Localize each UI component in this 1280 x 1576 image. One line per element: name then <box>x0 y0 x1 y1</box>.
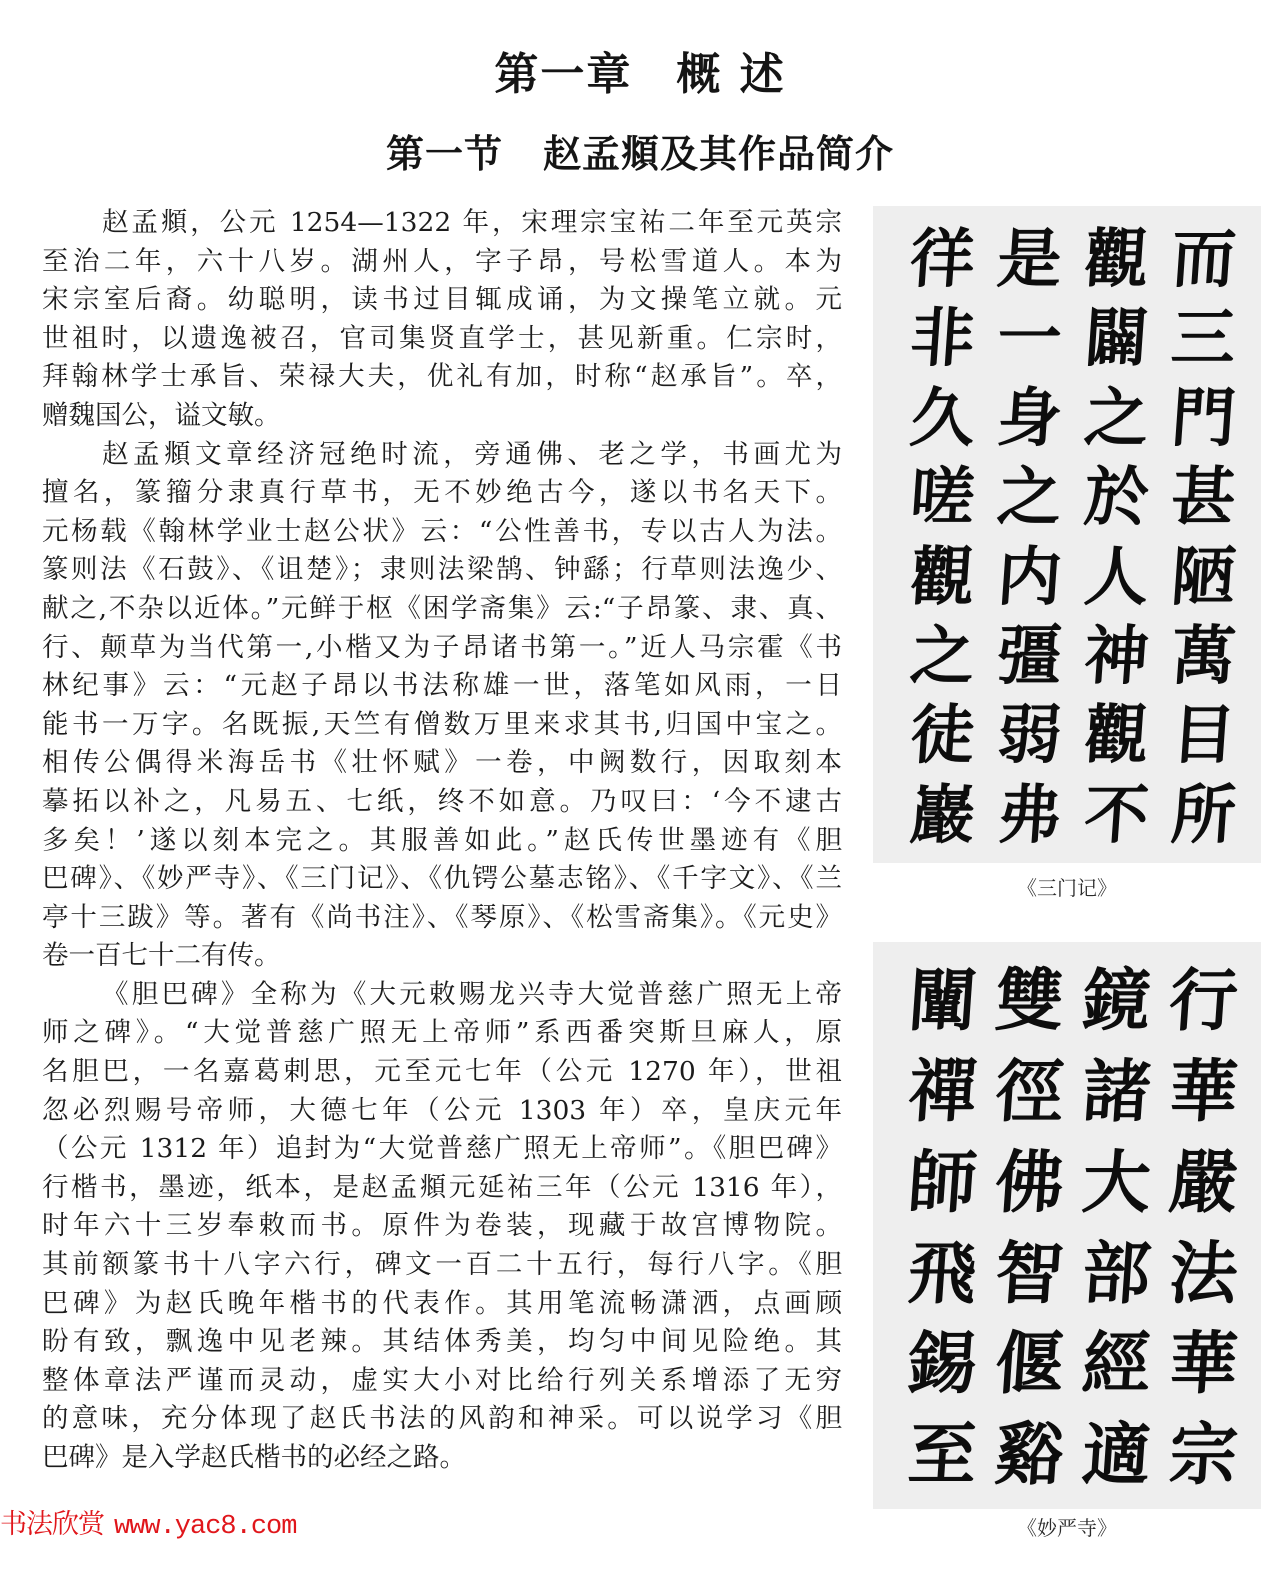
paragraph-2-line: 能书一万字。名既振,天竺有僧数万里来求其书,归国中宝之。 <box>42 708 842 740</box>
calligraphy-glyph: 久 <box>907 380 978 456</box>
calligraphy-plate-sanmenji <box>873 206 1261 863</box>
calligraphy-glyph: 闡 <box>905 961 980 1042</box>
site-watermark <box>0 1508 296 1544</box>
calligraphy-glyph: 神 <box>1081 618 1152 694</box>
section-number: 第一节 <box>385 131 503 176</box>
calligraphy-glyph: 於 <box>1081 459 1152 535</box>
calligraphy-glyph: 内 <box>994 539 1065 615</box>
calligraphy-glyph: 觀 <box>907 539 978 615</box>
section-title <box>0 128 1280 180</box>
calligraphy-glyph: 而 <box>1168 221 1239 297</box>
calligraphy-glyph: 是 <box>994 221 1065 297</box>
calligraphy-glyph: 宗 <box>1166 1415 1241 1496</box>
paragraph-3-line: 师之碑》。“大觉普慈广照无上帝师”系西番突斯旦麻人，原 <box>42 1017 842 1049</box>
paragraph-2-line: 篆则法《石鼓》、《诅楚》；隶则法梁鹄、钟繇；行草则法逸少、 <box>42 554 842 586</box>
calligraphy-glyph: 闢 <box>1081 301 1152 377</box>
calligraphy-grid <box>873 942 1261 1509</box>
paragraph-2-line: 擅名，篆籀分隶真行草书，无不妙绝古今，遂以书名天下。 <box>42 477 842 509</box>
paragraph-2-line: 林纪事》云：“元赵子昂以书法称雄一世，落笔如风雨，一日 <box>42 670 842 702</box>
calligraphy-glyph: 華 <box>1166 1052 1241 1133</box>
paragraph-3-line: 《胆巴碑》全称为《大元敕赐龙兴寺大觉普慈广照无上帝 <box>102 978 842 1010</box>
paragraph-2-line: 元杨载《翰林学业士赵公状》云：“公性善书，专以古人为法。 <box>42 515 842 547</box>
calligraphy-plate-miaoyansi <box>873 942 1261 1509</box>
calligraphy-glyph: 所 <box>1168 777 1239 853</box>
calligraphy-glyph: 法 <box>1166 1233 1241 1314</box>
calligraphy-glyph: 弗 <box>994 777 1065 853</box>
paragraph-3-line: 忽必烈赐号帝师，大德七年（公元 1303 年）卒，皇庆元年 <box>42 1094 842 1126</box>
calligraphy-glyph: 經 <box>1079 1324 1154 1405</box>
paragraph-2-line: 行、颠草为当代第一,小楷又为子昂诸书第一。”近人马宗霍《书 <box>42 631 842 663</box>
calligraphy-glyph: 華 <box>1166 1324 1241 1405</box>
paragraph-2-line: 相传公偶得米海岳书《壮怀赋》一卷，中阙数行，因取刻本 <box>42 747 842 779</box>
watermark-label: 书法欣赏 <box>0 1509 104 1540</box>
calligraphy-glyph: 大 <box>1079 1143 1154 1224</box>
calligraphy-glyph: 之 <box>907 618 978 694</box>
paragraph-2-line: 多矣！’遂以刻本完之。其服善如此。”赵氏传世墨迹有《胆 <box>42 824 842 856</box>
calligraphy-glyph: 部 <box>1079 1233 1154 1314</box>
chapter-name: 概 述 <box>676 49 786 100</box>
calligraphy-glyph: 人 <box>1081 539 1152 615</box>
paragraph-2-line: 卷一百七十二有传。 <box>42 940 281 972</box>
paragraph-2-line: 献之,不杂以近体。”元鲜于枢《困学斋集》云:“子昂篆、隶、真、 <box>42 592 842 624</box>
calligraphy-glyph: 之 <box>1081 380 1152 456</box>
calligraphy-glyph: 佛 <box>992 1143 1067 1224</box>
paragraph-3-line: 时年六十三岁奉敕而书。原件为卷装，现藏于故宫博物院。 <box>42 1210 842 1242</box>
body-text <box>42 204 842 1478</box>
paragraph-3-line: 的意味，充分体现了赵氏书法的风韵和神采。可以说学习《胆 <box>42 1403 842 1435</box>
paragraph-1-line: 宋宗室后裔。幼聪明，读书过目辄成诵，为文操笔立就。元 <box>42 284 842 316</box>
calligraphy-glyph: 谿 <box>992 1415 1067 1496</box>
watermark-url: www.yac8.com <box>114 1512 297 1542</box>
plate-caption-miaoyansi: 《妙严寺》 <box>1017 1516 1117 1540</box>
paragraph-2-line: 亭十三跋》等。著有《尚书注》、《琴原》、《松雪斋集》。《元史》 <box>42 901 842 933</box>
calligraphy-glyph: 智 <box>992 1233 1067 1314</box>
calligraphy-glyph: 目 <box>1168 697 1239 773</box>
calligraphy-glyph: 之 <box>994 459 1065 535</box>
calligraphy-glyph: 雙 <box>992 961 1067 1042</box>
calligraphy-glyph: 觀 <box>1081 221 1152 297</box>
paragraph-2-line: 赵孟頫文章经济冠绝时流，旁通佛、老之学，书画尤为 <box>102 438 842 470</box>
paragraph-1-line: 赵孟頫，公元 1254—1322 年，宋理宗宝祐二年至元英宗 <box>102 207 842 238</box>
calligraphy-glyph: 一 <box>994 301 1065 377</box>
paragraph-3-line: 名胆巴，一名嘉葛剌思，元至元七年（公元 1270 年），世祖 <box>42 1056 842 1088</box>
calligraphy-glyph: 身 <box>994 380 1065 456</box>
paragraph-3-line: 其前额篆书十八字六行，碑文一百二十五行，每行八字。《胆 <box>42 1249 842 1281</box>
calligraphy-glyph: 嚴 <box>1166 1143 1241 1224</box>
chapter-title <box>0 48 1280 102</box>
calligraphy-glyph: 嗟 <box>907 459 978 535</box>
paragraph-2-line: 摹拓以补之，凡易五、七纸，终不如意。乃叹曰：‘今不逮古 <box>42 785 842 817</box>
plate-caption-sanmenji: 《三门记》 <box>1017 876 1117 900</box>
calligraphy-glyph: 觀 <box>1081 697 1152 773</box>
calligraphy-glyph: 陋 <box>1168 539 1239 615</box>
calligraphy-glyph: 萬 <box>1168 618 1239 694</box>
paragraph-1-line: 世祖时，以遗逸被召，官司集贤直学士，甚见新重。仁宗时， <box>42 322 842 354</box>
calligraphy-glyph: 巖 <box>907 777 978 853</box>
calligraphy-glyph: 不 <box>1081 777 1152 853</box>
calligraphy-glyph: 甚 <box>1168 459 1239 535</box>
calligraphy-grid <box>873 206 1261 863</box>
calligraphy-glyph: 徒 <box>907 697 978 773</box>
calligraphy-glyph: 至 <box>905 1415 980 1496</box>
paragraph-3-line: 行楷书，墨迹，纸本，是赵孟頫元延祐三年（公元 1316 年）， <box>42 1171 842 1203</box>
calligraphy-glyph: 錫 <box>905 1324 980 1405</box>
calligraphy-glyph: 諸 <box>1079 1052 1154 1133</box>
calligraphy-glyph: 徑 <box>992 1052 1067 1133</box>
chapter-number: 第一章 <box>494 49 633 100</box>
calligraphy-glyph: 偃 <box>992 1324 1067 1405</box>
paragraph-1-line: 赠魏国公，谥文敏。 <box>42 399 281 431</box>
calligraphy-glyph: 行 <box>1166 961 1241 1042</box>
calligraphy-glyph: 門 <box>1168 380 1239 456</box>
paragraph-1-line: 拜翰林学士承旨、荣禄大夫，优礼有加，时称“赵承旨”。卒， <box>42 361 842 393</box>
calligraphy-glyph: 師 <box>905 1143 980 1224</box>
calligraphy-glyph: 徉 <box>907 221 978 297</box>
calligraphy-glyph: 彊 <box>994 618 1065 694</box>
calligraphy-glyph: 弱 <box>994 697 1065 773</box>
calligraphy-glyph: 非 <box>907 301 978 377</box>
paragraph-3-line: 盼有致，飘逸中见老辣。其结体秀美，均匀中间见险绝。其 <box>42 1326 842 1358</box>
section-name: 赵孟頫及其作品简介 <box>543 131 895 176</box>
paragraph-3-line: 巴碑》是入学赵氏楷书的必经之路。 <box>42 1442 466 1473</box>
calligraphy-glyph: 鏡 <box>1079 961 1154 1042</box>
calligraphy-glyph: 禪 <box>905 1052 980 1133</box>
paragraph-3-line: （公元 1312 年）追封为“大觉普慈广照无上帝师”。《胆巴碑》 <box>42 1133 842 1165</box>
calligraphy-glyph: 飛 <box>905 1233 980 1314</box>
calligraphy-glyph: 三 <box>1168 301 1239 377</box>
calligraphy-glyph: 適 <box>1079 1415 1154 1496</box>
paragraph-3-line: 整体章法严谨而灵动，虚实大小对比给行列关系增添了无穷 <box>42 1364 842 1396</box>
paragraph-3-line: 巴碑》为赵氏晚年楷书的代表作。其用笔流畅潇洒，点画顾 <box>42 1287 842 1319</box>
paragraph-2-line: 巴碑》、《妙严寺》、《三门记》、《仇锷公墓志铭》、《千字文》、《兰 <box>42 863 842 895</box>
paragraph-1-line: 至治二年，六十八岁。湖州人，字子昂，号松雪道人。本为 <box>42 245 842 277</box>
